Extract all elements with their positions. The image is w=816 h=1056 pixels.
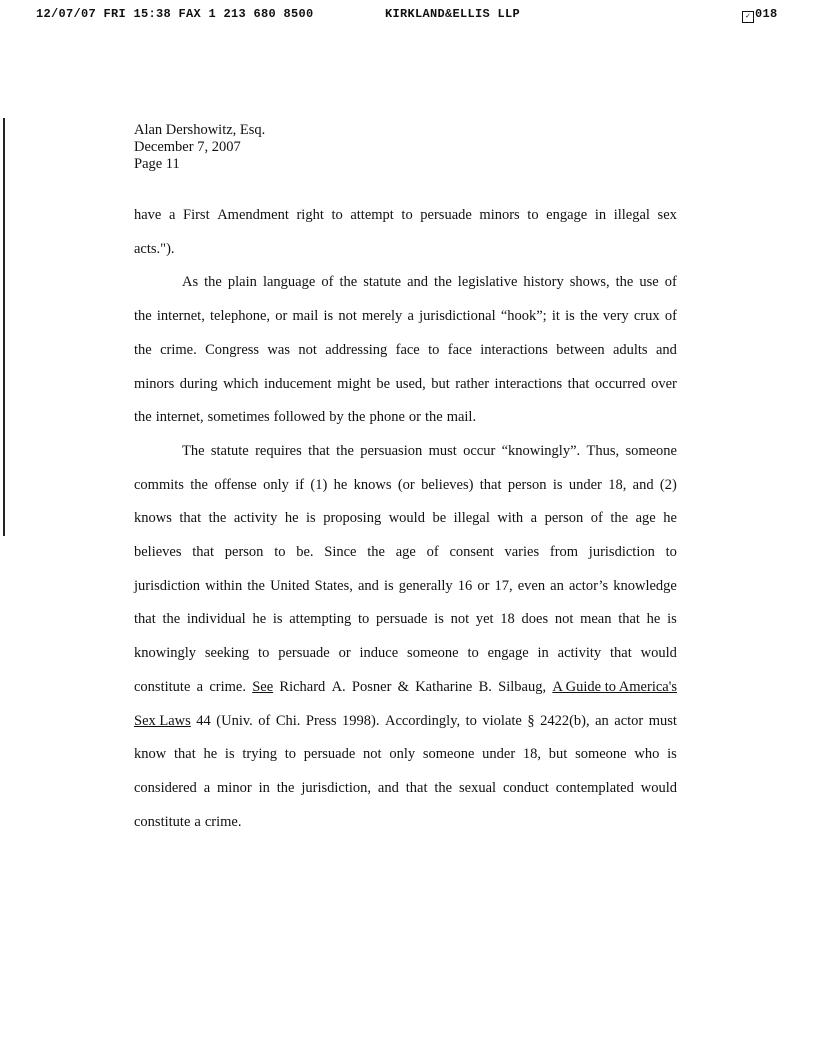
word: knowingly	[134, 645, 197, 662]
word: jurisdiction	[588, 544, 655, 560]
citation-underlined: Sex Laws	[134, 712, 191, 729]
body-line	[182, 443, 677, 460]
body-line	[134, 308, 677, 325]
word: age	[635, 510, 656, 527]
word: 17,	[494, 577, 513, 594]
word: States,	[314, 577, 353, 594]
word: use	[639, 274, 659, 291]
word: telephone,	[210, 308, 271, 325]
word: sometimes	[207, 409, 270, 426]
word: (or	[397, 476, 415, 493]
word: within	[205, 577, 243, 594]
recipient: Alan Dershowitz, Esq.	[134, 122, 266, 138]
body-line	[134, 645, 677, 662]
word: §	[527, 712, 535, 729]
word: right	[296, 207, 324, 223]
word: knowledge	[613, 577, 677, 594]
word: internet,	[155, 409, 204, 426]
word: by	[329, 409, 344, 426]
word: varies	[504, 544, 540, 560]
word: conduct	[502, 779, 549, 796]
word: individual	[186, 611, 246, 628]
word: the	[347, 409, 366, 426]
word: the	[610, 510, 629, 527]
word: persuade	[303, 746, 356, 763]
body-line	[134, 814, 677, 831]
word: constitute	[134, 813, 191, 830]
word: sex	[657, 207, 677, 223]
word: is	[383, 577, 394, 594]
word: jurisdiction,	[301, 779, 372, 796]
word: the	[190, 476, 208, 493]
word: is	[667, 611, 677, 628]
word: believes)	[421, 476, 474, 493]
word: if	[295, 476, 305, 493]
letter-date: December 7, 2007	[134, 139, 241, 155]
word: engage	[487, 645, 529, 662]
word: (Univ.	[216, 712, 253, 729]
word: internet,	[156, 308, 205, 325]
word: knows	[134, 510, 172, 527]
word: to	[357, 611, 370, 628]
word: is	[224, 746, 235, 763]
citation-underlined: See	[252, 678, 274, 695]
word: Richard	[279, 678, 326, 695]
word: someone	[625, 442, 677, 459]
word: the	[434, 274, 452, 291]
word: persuade	[375, 611, 428, 628]
word: B.	[478, 678, 492, 695]
word: that	[179, 510, 202, 527]
body-line	[134, 477, 677, 494]
word: The	[182, 442, 205, 459]
word: acts.").	[134, 240, 175, 257]
word: would	[388, 510, 425, 527]
word: Katharine	[415, 678, 473, 695]
word: activity	[557, 645, 602, 662]
word: it	[551, 308, 560, 325]
word: to	[428, 341, 440, 358]
word: of	[426, 544, 439, 560]
word: that	[134, 611, 156, 628]
word: phone	[369, 409, 405, 426]
word: activity	[233, 510, 278, 527]
body-line	[134, 241, 677, 258]
word: and	[357, 577, 379, 594]
word: but	[431, 375, 450, 392]
word: have	[134, 207, 162, 223]
word: actor’s	[568, 577, 609, 594]
word: used,	[395, 375, 426, 392]
word: someone	[407, 645, 459, 662]
word: addressing	[325, 341, 388, 358]
word: history	[523, 274, 564, 291]
word: be	[432, 510, 447, 527]
body-line	[134, 207, 677, 224]
word: very	[602, 308, 629, 325]
word: the	[336, 442, 354, 459]
word: the	[580, 308, 598, 325]
word: person	[224, 544, 264, 560]
word: “knowingly”.	[501, 442, 581, 459]
word: be	[376, 375, 391, 392]
word: offense	[214, 476, 257, 493]
word: during	[179, 375, 218, 392]
word: age	[395, 544, 416, 560]
word: minors	[479, 207, 520, 223]
word: someone	[422, 746, 475, 763]
word: yet	[475, 611, 494, 628]
word: attempting	[289, 611, 352, 628]
word: commits	[134, 476, 184, 493]
word: to	[331, 207, 343, 223]
word: Thus,	[586, 442, 620, 459]
word: crime.	[204, 813, 242, 830]
word: inducement	[263, 375, 332, 392]
word: interactions	[480, 341, 548, 358]
word: or	[408, 409, 421, 426]
word: under	[568, 476, 602, 493]
word: he	[203, 746, 218, 763]
word: considered	[134, 779, 197, 796]
word: the	[367, 544, 385, 560]
margin-bar	[3, 118, 5, 536]
word: even	[517, 577, 546, 594]
word: be.	[296, 544, 314, 560]
word: that	[192, 544, 215, 560]
word: that	[479, 476, 502, 493]
word: believes	[134, 544, 182, 560]
word: shows,	[569, 274, 610, 291]
word: must	[428, 442, 457, 459]
word: the	[424, 409, 443, 426]
word: constitute	[134, 678, 191, 695]
page-label: Page 11	[134, 156, 180, 172]
fax-page-icon: ✓	[742, 11, 754, 23]
word: would	[640, 779, 677, 796]
citation-underlined: A Guide to America's	[552, 678, 677, 695]
word: the	[434, 779, 453, 796]
word: illegal	[613, 207, 650, 223]
word: to	[258, 645, 270, 662]
word: the	[134, 409, 152, 426]
word: is	[434, 611, 444, 628]
word: minors	[134, 375, 175, 392]
word: is	[552, 476, 563, 493]
word: induce	[359, 645, 399, 662]
word: an	[550, 577, 564, 594]
word: (1)	[310, 476, 328, 493]
word: that	[405, 779, 428, 796]
body-line	[134, 342, 677, 359]
word: is	[323, 308, 334, 325]
word: adults	[612, 341, 648, 358]
word: actor	[614, 712, 644, 729]
word: that	[610, 645, 632, 662]
word: only	[263, 476, 289, 493]
word: Accordingly,	[384, 712, 461, 729]
word: that	[567, 375, 590, 392]
word: of	[258, 712, 271, 729]
word: language	[262, 274, 316, 291]
word: must	[648, 712, 677, 729]
word: and	[407, 274, 429, 291]
word: crime.	[160, 341, 197, 358]
word: only	[389, 746, 416, 763]
word: to	[465, 712, 477, 729]
word: 1998).	[342, 712, 380, 729]
word: interactions	[494, 375, 563, 392]
word: statute	[210, 442, 249, 459]
word: merely	[362, 308, 403, 325]
word: legislative	[457, 274, 518, 291]
word: to	[527, 207, 539, 223]
word: to	[274, 544, 286, 560]
word: persuade	[420, 207, 472, 223]
word: person	[507, 476, 547, 493]
word: to	[284, 746, 297, 763]
word: person	[544, 510, 584, 527]
body-line	[134, 544, 677, 561]
word: occurred	[594, 375, 646, 392]
word: is	[565, 308, 575, 325]
word: a	[196, 678, 204, 695]
body-line	[134, 510, 677, 527]
word: occur	[463, 442, 496, 459]
word: 44	[196, 712, 211, 729]
word: not	[450, 611, 470, 628]
word: minor	[217, 779, 252, 796]
word: 2422(b),	[540, 712, 590, 729]
word: know	[134, 746, 167, 763]
word: a	[203, 779, 211, 796]
word: requires	[255, 442, 302, 459]
word: statute	[363, 274, 402, 291]
word: and	[655, 341, 677, 358]
word: (2)	[659, 476, 677, 493]
word: violate	[482, 712, 522, 729]
word: Press	[305, 712, 337, 729]
word: the	[134, 341, 152, 358]
word: to	[467, 645, 479, 662]
word: seeking	[204, 645, 250, 662]
word: contemplated	[555, 779, 634, 796]
word: from	[549, 544, 579, 560]
fax-page-number: 018	[755, 7, 778, 21]
word: Amendment	[217, 207, 289, 223]
word: trying	[242, 746, 277, 763]
word: Chi.	[275, 712, 301, 729]
word: not	[338, 308, 357, 325]
word: the	[276, 779, 295, 796]
word: or	[275, 308, 288, 325]
word: not	[363, 746, 382, 763]
word: a	[168, 207, 176, 223]
word: mean	[580, 611, 612, 628]
body-line	[134, 679, 677, 696]
body-line	[134, 409, 677, 426]
word: 18,	[608, 476, 627, 493]
word: of	[590, 510, 603, 527]
word: he	[646, 611, 661, 628]
word: he	[333, 476, 348, 493]
word: in	[594, 207, 607, 223]
word: jurisdiction	[134, 577, 201, 594]
word: in	[258, 779, 270, 796]
word: between	[556, 341, 605, 358]
word: 18	[500, 611, 515, 628]
word: face	[447, 341, 472, 358]
word: consent	[449, 544, 494, 560]
word: in	[537, 645, 549, 662]
word: Posner	[351, 678, 392, 695]
word: As	[182, 274, 199, 291]
word: face	[395, 341, 420, 358]
word: Since	[324, 544, 357, 560]
word: Congress	[205, 341, 260, 358]
word: he	[284, 510, 299, 527]
fax-firm: KIRKLAND&ELLIS LLP	[385, 7, 521, 21]
word: not	[554, 611, 574, 628]
word: plain	[227, 274, 257, 291]
word: the	[204, 274, 222, 291]
word: crux	[633, 308, 660, 325]
word: A.	[331, 678, 346, 695]
word: someone	[575, 746, 627, 763]
word: to	[665, 544, 677, 560]
word: of	[664, 308, 677, 325]
word: knows	[353, 476, 392, 493]
word: over	[651, 375, 677, 392]
word: the	[162, 611, 181, 628]
word: a	[530, 510, 538, 527]
word: would	[640, 645, 677, 662]
word: he	[252, 611, 267, 628]
word: an	[595, 712, 609, 729]
body-line	[134, 713, 677, 730]
word: a	[407, 308, 414, 325]
word: was	[267, 341, 290, 358]
word: attempt	[350, 207, 394, 223]
word: 18,	[522, 746, 542, 763]
word: is	[272, 611, 283, 628]
word: mail.	[446, 409, 477, 426]
word: the	[134, 308, 152, 325]
word: the	[208, 510, 227, 527]
word: mail	[292, 308, 319, 325]
word: illegal	[453, 510, 490, 527]
word: under	[482, 746, 516, 763]
word: does	[521, 611, 549, 628]
word: the	[339, 274, 358, 291]
word: generally	[398, 577, 453, 594]
body-line	[134, 746, 677, 763]
word: Silbaug,	[498, 678, 547, 695]
body-line	[134, 376, 677, 393]
word: that	[308, 442, 330, 459]
word: that	[618, 611, 640, 628]
body-line	[182, 274, 677, 291]
word: persuade	[278, 645, 330, 662]
word: he	[663, 510, 677, 527]
word: 16	[457, 577, 473, 594]
fax-page-counter	[742, 7, 778, 23]
word: &	[397, 678, 409, 695]
word: the	[615, 274, 634, 291]
word: not	[298, 341, 317, 358]
word: the	[247, 577, 265, 594]
body-line	[134, 780, 677, 797]
body-line	[134, 611, 677, 628]
word: is	[667, 746, 677, 763]
word: or	[338, 645, 351, 662]
word: or	[477, 577, 490, 594]
fax-datetime: 12/07/07 FRI 15:38 FAX 1 213 680 8500	[36, 7, 314, 21]
word: to	[401, 207, 413, 223]
word: sexual	[459, 779, 497, 796]
word: but	[548, 746, 568, 763]
word: and	[632, 476, 654, 493]
word: who	[634, 746, 660, 763]
word: that	[173, 746, 196, 763]
word: United	[270, 577, 310, 594]
word: persuasion	[360, 442, 423, 459]
word: engage	[546, 207, 588, 223]
word: jurisdictional	[419, 308, 496, 325]
word: of	[321, 274, 334, 291]
body-line	[134, 578, 677, 595]
word: rather	[455, 375, 490, 392]
word: might	[337, 375, 371, 392]
word: which	[223, 375, 259, 392]
word: and	[377, 779, 399, 796]
word: followed	[273, 409, 326, 426]
word: a	[194, 813, 201, 830]
word: with	[497, 510, 524, 527]
word: proposing	[323, 510, 382, 527]
word: “hook”;	[500, 308, 547, 325]
word: of	[664, 274, 677, 291]
word: is	[306, 510, 316, 527]
word: First	[183, 207, 210, 223]
word: crime.	[209, 678, 246, 695]
